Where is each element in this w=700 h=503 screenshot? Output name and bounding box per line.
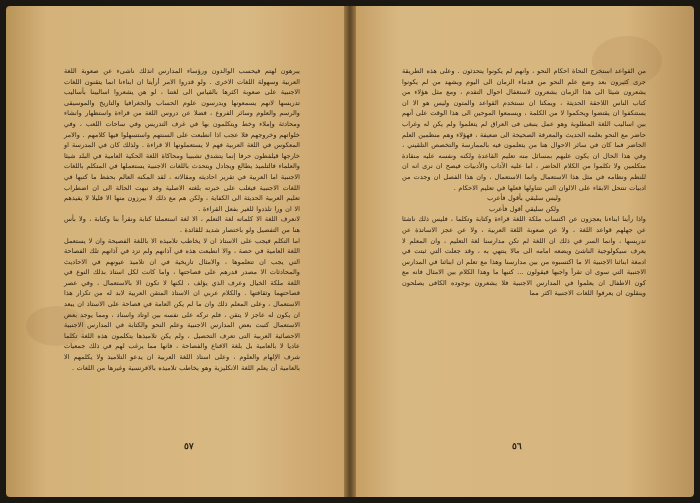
right-paragraph-2: واذا رأينا ابناءنا يعجزون عن اكتساب ملكة اللغة قراءة وكتابة وتكلما ، فليس ذلك ناشئا عن جهلهم قواعد اللغة ، ولا عن صعوبة اللغة العربية ، ولا عن عجز الاساتذة عن تدريسها ، وانما السر في ذلك ان اللغة لم تكن مدارسنا لغة التعليم ، وان المعلم لا يعرف سيكولوجية الناشئ ويضعه امامه الى مالا ينتهي به ، وقد جعلت التي ثبتت في ادمغة ابنائنا الاجنبية الا ما اكتسبوه من بين مدارسنا وهذا مع تعلم ان ابنائنا في المدارس الاجنبية التي سوى ان تقرأ واجبها فيقولون ... كتبها ما وهذا الكلام بين الامثال فانه مع كون الاطفال ان يعلموا في المدارس الاجنبية فلا يشعرون بوجوده الكافى يصلحون وينقلون ان يعرفوا اللغات الاجنبية اكثر مما <box>402 215 646 298</box>
left-paragraph-2: لانعرف اللغة الا كلماته لغة التعلم ، الا لغة استعملنا كتابة ونقرأ بنا وكتابة ، ولا بأس هنا من التفصيل ولو باختصار شديد للقائدة . <box>64 215 300 234</box>
verse-line-1: وليس سليقي بأقول فأعرب <box>487 194 561 203</box>
book-gutter <box>344 6 356 497</box>
verse-line-2: ولكن سليقي أقول فأعرب <box>488 204 560 213</box>
book-spread <box>6 6 694 497</box>
right-page <box>352 6 694 497</box>
right-paragraph-1: من القواعد استخرج النحاة احكام النحو ، وانهم لم يكونوا يتحدثون . وعلى هذه الطريقة جرى كثيرون بعد وضع علم النحو من قدماء الزمان الى اليوم ويشهد من لم يكونوا يشعرون شيئا الى هذا الزمان يشعرون لاستغفال احوال التقدم ، ومع مثل هؤلاء من كتاب الناس اللاحقة الحديثة ، ويمكنا ان نستخدم القواعد والمتون وليس هو الا ان يستنكفوا ان يقتضوا ويحكموا لا من الكلمة ، ويسمعوا الموحين الى هذا الوقت على أنهم بين اساليب اللغة المطلوبة وهو عمل ينبغى فى العراق لم يتعلموا ولم يكن له وغراب حاضر مع النحو بعلمه الحديث والمعرفة الصحيحة الى ضعيفة ، فهؤلاء وهم منظمين العلم الحاضر فما كان في سائر الاحوال هنا من يتعلمون فيه بالممارسة والتخصص التلقيني ، وفي هذا الحال ان يكون عليهم بمسائل منه تعليم القاعدة ولكنه ونفسه عليه منقادة متكلمين ولا تكلموا من الكلام الحاضر ، اما عليه الآداب والأدبيات فيصح ان نرى انه ان للنظم ونظامه في مثل هذا الاستعمال وانما الاستعمال ، وان هذا الفصل ان وجدت من ادبيات تنتحل الابقاء على الالوان التي تتناولها فعلها في تعليم الاحكام . <box>402 67 646 192</box>
left-page <box>6 6 348 497</box>
left-paragraph-1: يبرهون لهتم فيحسب الوالدون ورؤساء المدارس انذلك ناشىء عن صعوبة اللغة العربية وسهولة اللغات الاخرى . ولو قدروا الامر أرأيتا ان ابناءنا انما يتقنون اللغات الاجنبية على صعوبة اكثرها بالقياس الى لغتنا ، لو هن يشعروا اساليبنا بأساليب تدريسها لانهم يسمعونها ويدرسون علوم الحساب والجغرافيا والتاريخ والموسيقى والرسم والعلوم وسائر الفروع ، فضلا عن دروس اللغة من قراءة واستظهار وانشاء ومحادثة وإملاء وخط ويتكلمون بها في غرف التدريس وفي ساحات اللعب ، وفي خلواتهم وخروجهم فلا عجب اذا انطبعت على السنتهم واستسهلوا فيها كلامهم . والامر المعكوس في اللغة العربية فهم لا يستعملونها الا قراءة . ولذلك كان في المدرسة او خارجها قيلفظون حرفا إنما يتشدق تشبيبا ومحاكاة اللغة الحكية العامية في البلد شيئا والعلماء فالتلميذ يطالع ويجادل ويتحدث باللغات الاجنبية يستعملها في المتكلم باللغات الاجنبية اما العربية في تقرير احاديثه ومقالاته ، لقد المكنه العالم بحفظ ما كتبها في اللغات الاجنبية فيغلب على خبرته بلغته الاصلية وقد نبهت الحالة الى ان اضطراب تعليم العربية الحديثة الى الكفاية ، ولكن هم مع ذلك لا يبرزون منها الا قليلا لا يفيدهم الا ان ورا تلذدوا للغير بفعل القراءة . <box>64 67 300 213</box>
left-page-body <box>64 66 300 373</box>
left-paragraph-3: اما التكلم فيجب على الاستاذ ان لا يخاطب تلاميذه الا باللغة الفصيحة وان لا يستعمل اللغة العامية في حصة ، والا انطبعت هذه في آذانهم ولم تزد في آذانهم تلك الفصاحة التي يجب ان تتعلموها ، والامثال تاريخية في ان تلاميذ عيونهم في الاحاديث والمحادثات الا مصدر قدرهم على فصاحتها ، واما كانت لكل استاذ بذلك النوع في اللغة ملكة الخيال وعرف الذي يؤلف ، لكنها لا تكون الا بالاستعمال ، وفي عصر قصاحتهما وثقافتها . والكلام عربي ان الاستاذ المتقن العربية لابد له من تكرار هذا الاستعمال ، وعلى المعلم ذلك وان ما لم يكن العامة في فصاحة على الاستاذ ان يبعد ان يكون له عاجز لا يتقن ، فلم تركه على نفسه بين اوتاد واسناد ، ومما يوجد بعض الاستعمال كتبت بعض المدارس الاجنبية وعلم النحو والكتابة في المدارس الاجنبية الاحصائية العربية التى تعرف التحصيل ، ولم يكن تلاميذها يتكلمون هذه اللغة تكلما عاديا لا بالعامية بل بلغة الاقناع والفصاحة ، فانها مما يرغب لهم في ذلك جمعيات شرف الإلهام والعلوم ، وعلى استاذ اللغة العربية ان يدعو التلاميذ ولا يكلمهم الا بالعامية أن يعلم اللغة الانكليزية وهو يخاطب تلاميذه بالافرنسية وغيرها من اللغات . <box>64 236 300 372</box>
page-number-right: ٥٦ <box>512 442 522 452</box>
right-page-body <box>402 66 646 299</box>
page-number-left: ٥٧ <box>184 442 194 452</box>
